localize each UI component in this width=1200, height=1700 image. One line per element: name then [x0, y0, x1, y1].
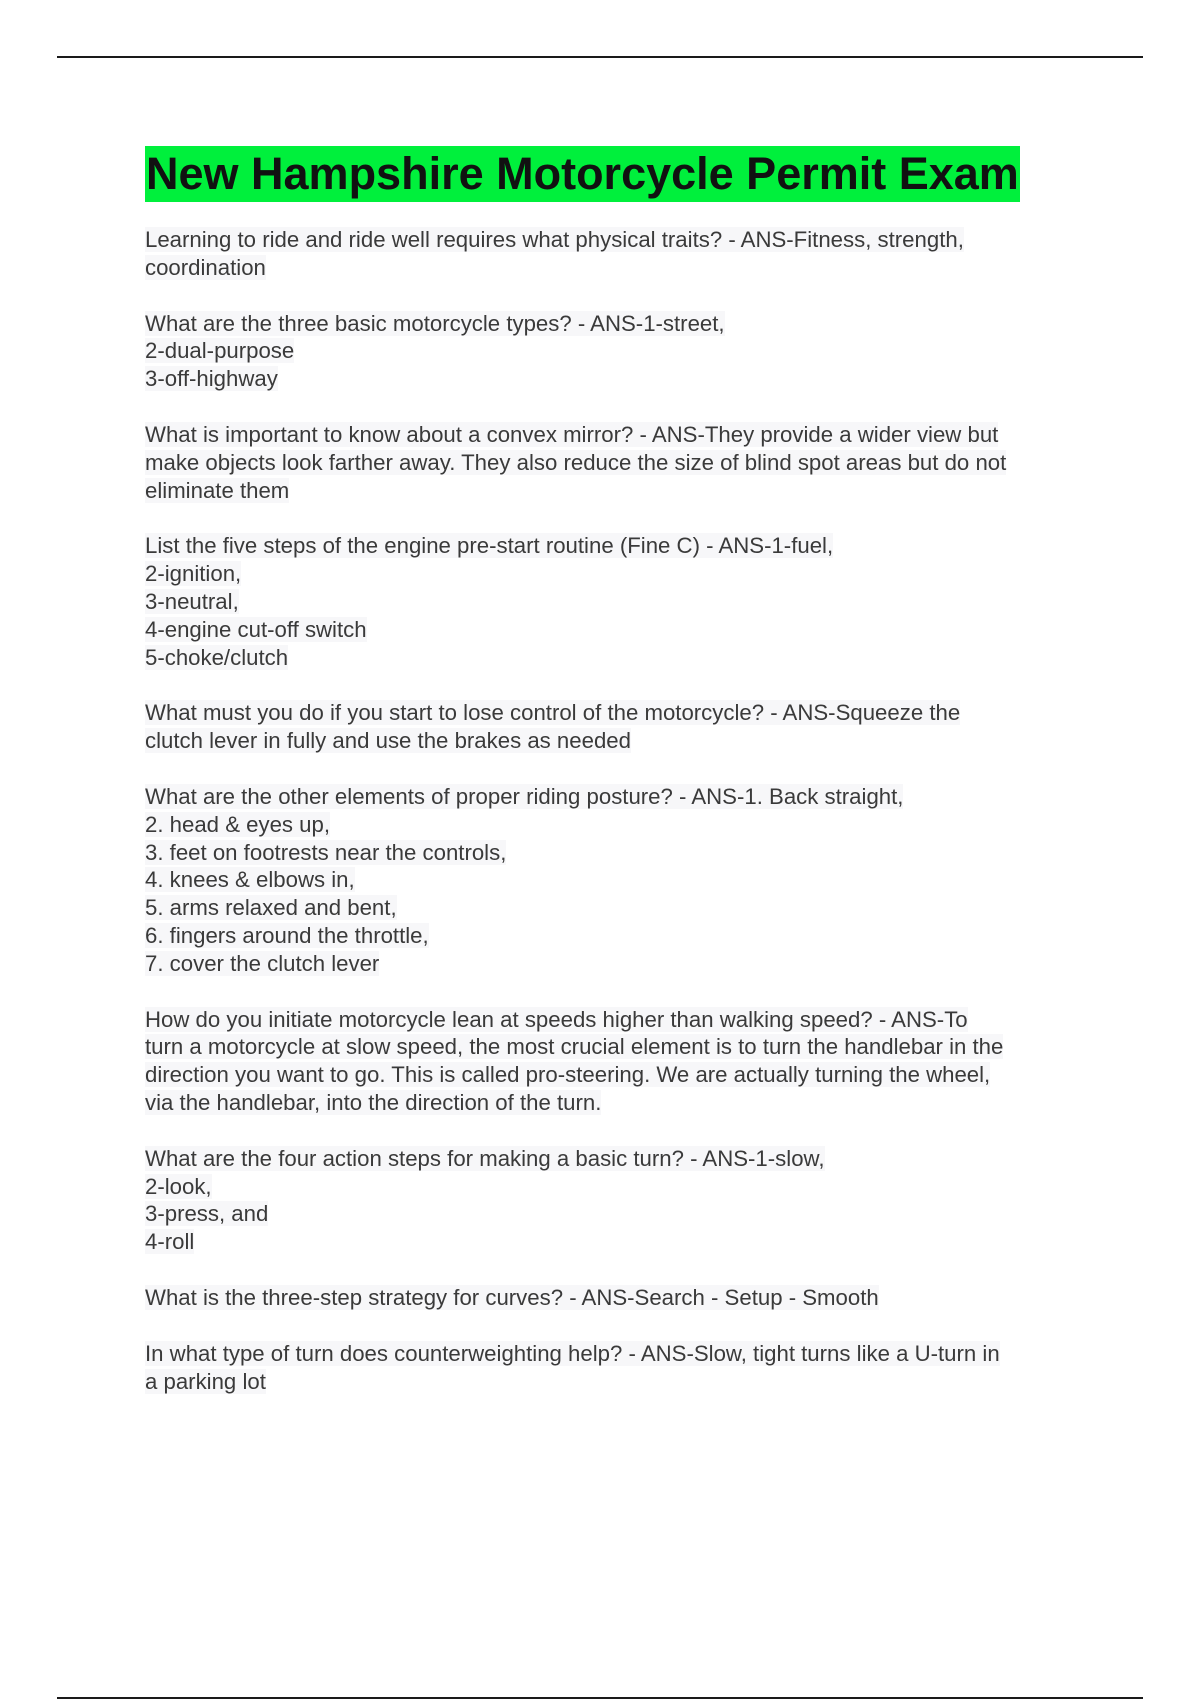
- qa-line: [145, 839, 1090, 867]
- qa-line-text: 3-neutral,: [145, 588, 239, 614]
- qa-line: [145, 449, 1090, 477]
- qa-line: [145, 727, 1090, 755]
- qa-line-text: Learning to ride and ride well requires what physical traits? - ANS-Fitness, strength,: [145, 227, 964, 252]
- qa-line-text: 4-roll: [145, 1229, 195, 1255]
- qa-line: [145, 811, 1090, 839]
- qa-line: [145, 616, 1090, 644]
- qa-item: [145, 1006, 1090, 1117]
- qa-line-text: List the five steps of the engine pre-start routine (Fine C) - ANS-1-fuel,: [145, 533, 834, 559]
- qa-item: [145, 1145, 1090, 1256]
- qa-line: [145, 1284, 1090, 1312]
- qa-line-text: 5-choke/clutch: [145, 644, 289, 670]
- qa-list: [145, 226, 1090, 1395]
- qa-line: [145, 1089, 1090, 1117]
- qa-line: [145, 644, 1090, 672]
- qa-line-text: What must you do if you start to lose control of the motorcycle? - ANS-Squeeze the: [145, 700, 961, 726]
- qa-item: [145, 1340, 1090, 1396]
- qa-line-text: via the handlebar, into the direction of the turn.: [145, 1089, 602, 1115]
- qa-line-text: What are the three basic motorcycle types? - ANS-1-street,: [145, 310, 725, 336]
- qa-line: [145, 560, 1090, 588]
- qa-item: [145, 226, 1090, 282]
- header-rule: [57, 56, 1143, 58]
- qa-item: [145, 699, 1090, 755]
- qa-line: [145, 1006, 1090, 1034]
- qa-line: [145, 950, 1090, 978]
- qa-line-text: How do you initiate motorcycle lean at speeds higher than walking speed? - ANS-To: [145, 1006, 968, 1032]
- qa-line-text: 3-off-highway: [145, 366, 278, 392]
- qa-line-text: 5. arms relaxed and bent,: [145, 895, 397, 921]
- qa-line-text: turn a motorcycle at slow speed, the most crucial element is to turn the handlebar in the: [145, 1034, 1004, 1060]
- qa-line: [145, 783, 1090, 811]
- qa-item: [145, 421, 1090, 504]
- qa-line: [145, 254, 1090, 282]
- qa-line: [145, 337, 1090, 365]
- qa-line: [145, 1173, 1090, 1201]
- qa-item: [145, 783, 1090, 978]
- qa-line-text: In what type of turn does counterweighting help? - ANS-Slow, tight turns like a U-turn in: [145, 1340, 1000, 1366]
- qa-line: [145, 532, 1090, 560]
- qa-line-text: 2-dual-purpose: [145, 338, 295, 364]
- document-page: [145, 146, 1090, 1423]
- qa-line-text: clutch lever in fully and use the brakes as needed: [145, 728, 631, 754]
- qa-line-text: 4-engine cut-off switch: [145, 616, 367, 642]
- qa-line: [145, 226, 1090, 254]
- qa-item: [145, 532, 1090, 671]
- qa-line: [145, 866, 1090, 894]
- qa-line: [145, 1368, 1090, 1396]
- qa-line: [145, 699, 1090, 727]
- qa-line-text: What is important to know about a convex mirror? - ANS-They provide a wider view but: [145, 421, 999, 447]
- qa-line-text: 4. knees & elbows in,: [145, 867, 355, 893]
- qa-line-text: 3-press, and: [145, 1201, 269, 1227]
- footer-rule: [57, 1697, 1143, 1699]
- qa-line-text: direction you want to go. This is called pro-steering. We are actually turning the wheel,: [145, 1062, 991, 1088]
- qa-line: [145, 922, 1090, 950]
- qa-line-text: 3. feet on footrests near the controls,: [145, 839, 507, 865]
- qa-item: [145, 310, 1090, 393]
- qa-line-text: 2. head & eyes up,: [145, 811, 331, 837]
- qa-item: [145, 1284, 1090, 1312]
- qa-line: [145, 1033, 1090, 1061]
- qa-line: [145, 1145, 1090, 1173]
- qa-line: [145, 894, 1090, 922]
- qa-line: [145, 1228, 1090, 1256]
- qa-line: [145, 421, 1090, 449]
- qa-line-text: 2-ignition,: [145, 561, 242, 587]
- qa-line: [145, 310, 1090, 338]
- qa-line-text: 7. cover the clutch lever: [145, 950, 380, 976]
- qa-line-text: coordination: [145, 254, 266, 280]
- qa-line: [145, 1200, 1090, 1228]
- qa-line: [145, 477, 1090, 505]
- qa-line-text: What is the three-step strategy for curves? - ANS-Search - Setup - Smooth: [145, 1284, 879, 1310]
- document-title: New Hampshire Motorcycle Permit Exam: [145, 146, 1020, 202]
- qa-line-text: What are the four action steps for making a basic turn? - ANS-1-slow,: [145, 1145, 825, 1171]
- qa-line: [145, 1340, 1090, 1368]
- qa-line-text: 6. fingers around the throttle,: [145, 922, 429, 948]
- qa-line: [145, 588, 1090, 616]
- qa-line: [145, 1061, 1090, 1089]
- qa-line-text: What are the other elements of proper riding posture? - ANS-1. Back straight,: [145, 783, 904, 809]
- qa-line-text: eliminate them: [145, 477, 290, 503]
- qa-line-text: 2-look,: [145, 1173, 212, 1199]
- qa-line: [145, 365, 1090, 393]
- qa-line-text: a parking lot: [145, 1368, 266, 1394]
- qa-line-text: make objects look farther away. They also reduce the size of blind spot areas but do not: [145, 449, 1007, 475]
